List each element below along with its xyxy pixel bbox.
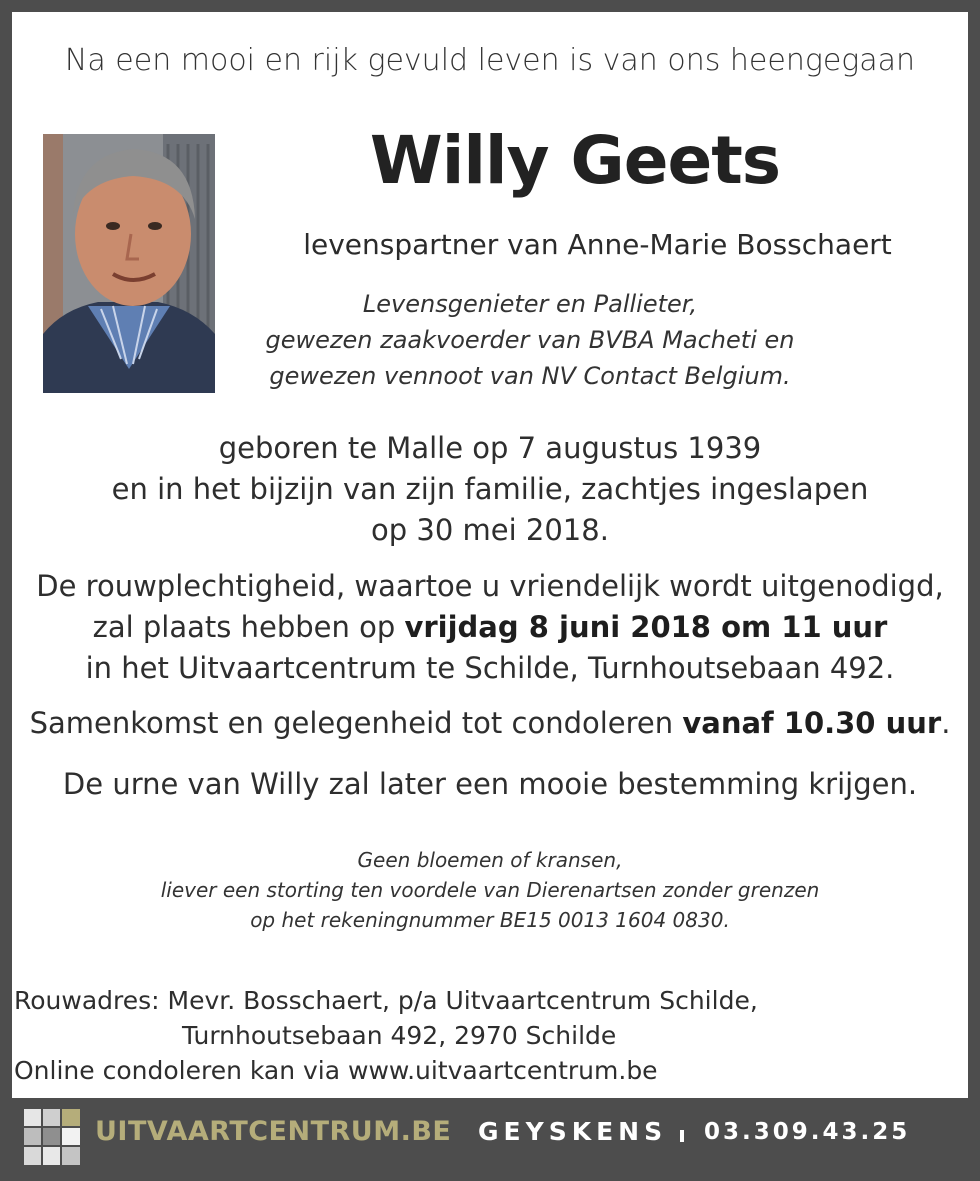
ceremony-invite: De rouwplechtigheid, waartoe u vriendelijk wordt uitgenodigd, bbox=[36, 569, 944, 603]
urn-line: De urne van Willy zal later een mooie bestemming krijgen. bbox=[62, 767, 918, 801]
gathering-line bbox=[0, 706, 980, 740]
footer-bar bbox=[0, 1098, 980, 1181]
flowers-line: Geen bloemen of kransen, bbox=[357, 848, 623, 872]
deceased-name: Willy Geets bbox=[369, 122, 781, 199]
ceremony-date-prefix: zal plaats hebben op bbox=[92, 610, 405, 644]
account-line: op het rekeningnummer BE15 0013 1604 0830. bbox=[250, 908, 730, 932]
description-line: Levensgenieter en Pallieter, bbox=[362, 290, 698, 318]
company-name: GEYSKENS bbox=[478, 1117, 668, 1146]
ceremony-date-line bbox=[0, 607, 980, 648]
address-street: Turnhoutsebaan 492, 2970 Schilde bbox=[182, 1021, 617, 1050]
birth-line: geboren te Malle op 7 augustus 1939 bbox=[218, 431, 762, 465]
address-block bbox=[14, 983, 758, 1088]
gathering-suffix: . bbox=[941, 706, 951, 740]
gathering-prefix: Samenkomst en gelegenheid tot condoleren bbox=[29, 706, 683, 740]
death-date-line: op 30 mei 2018. bbox=[371, 513, 609, 547]
description bbox=[230, 286, 830, 394]
description-line: gewezen zaakvoerder van BVBA Macheti en bbox=[265, 326, 795, 354]
brand-name: UITVAARTCENTRUM.BE bbox=[95, 1116, 452, 1147]
partner-line: levenspartner van Anne-Marie Bosschaert bbox=[303, 228, 892, 261]
brand-logo-icon bbox=[24, 1109, 80, 1165]
description-line: gewezen vennoot van NV Contact Belgium. bbox=[269, 362, 791, 390]
ceremony-date: vrijdag 8 juni 2018 om 11 uur bbox=[404, 610, 888, 644]
address-line: Rouwadres: Mevr. Bosschaert, p/a Uitvaartcentrum Schilde, bbox=[14, 986, 758, 1015]
intro-line: Na een mooi en rijk gevuld leven is van ons heengegaan bbox=[64, 43, 916, 78]
gathering-time: vanaf 10.30 uur bbox=[682, 706, 942, 740]
passing-line: en in het bijzijn van zijn familie, zachtjes ingeslapen bbox=[111, 472, 869, 506]
portrait-photo bbox=[43, 134, 215, 393]
donation-line: liever een storting ten voordele van Dierenartsen zonder grenzen bbox=[160, 878, 820, 902]
ceremony-block bbox=[0, 566, 980, 689]
flowers-block bbox=[0, 845, 980, 935]
ceremony-location: in het Uitvaartcentrum te Schilde, Turnhoutsebaan 492. bbox=[85, 651, 895, 685]
online-condolence-line: Online condoleren kan via www.uitvaartcentrum.be bbox=[14, 1056, 658, 1085]
birth-death-block bbox=[0, 428, 980, 551]
phone-number: 03.309.43.25 bbox=[704, 1119, 911, 1145]
footer-separator bbox=[680, 1130, 684, 1142]
